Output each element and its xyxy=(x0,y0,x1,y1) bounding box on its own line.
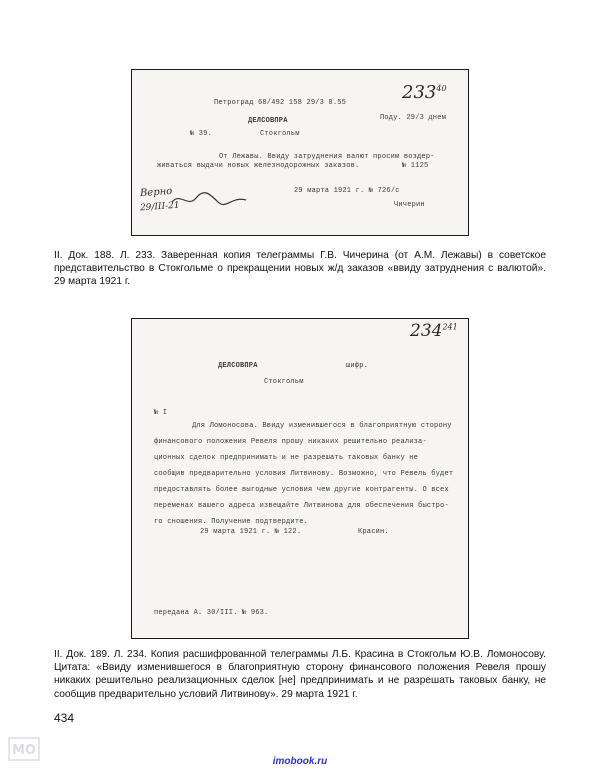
telegram-number: № I xyxy=(154,409,168,417)
telegram-number: № 39. xyxy=(190,130,213,138)
telegram-reference: № 1125 xyxy=(402,162,429,170)
telegram-header: Петроград 68/492 158 29/3 8.55 xyxy=(214,99,347,107)
telegram-signatory: Чичерин xyxy=(394,201,425,209)
handwritten-sheet-number: $234^{241}$ xyxy=(410,321,458,341)
telegram-cipher-mark: шифр. xyxy=(346,362,369,370)
caption-document-188: II. Док. 188. Л. 233. Заверенная копия телеграммы Г.В. Чичерина (от А.М. Лежавы) в советское представительство в Стокгольме о прекращении новых ж/д заказов «ввиду затруднения с валютой». 29 марта 1921 г. xyxy=(54,250,546,288)
telegram-body-line: живаться выдачи новых железнодорожных заказов. xyxy=(157,162,360,170)
telegram-received-stamp: Поду. 29/3 днем xyxy=(380,114,447,122)
telegram-body-line: ционных сделок предпринимать и не разрешать таковых банку не xyxy=(154,454,419,462)
telegram-body-line: го сношения. Получение подтвердите. xyxy=(154,518,309,526)
telegram-body-line: финансового положения Ревеля прошу никаких решительно реализа- xyxy=(154,438,427,446)
signature-scribble xyxy=(170,188,250,212)
handwritten-sheet-number: $233^{40}$ xyxy=(402,82,447,103)
footer-website-link[interactable]: imobook.ru xyxy=(272,756,328,767)
telegram-body-line: От Лежавы. Ввиду затруднения валют просим воздер- xyxy=(219,153,435,161)
telegram-body-line: предоставлять более выгодные условия чем другие контрагенты. О всех xyxy=(154,486,449,494)
archive-document-scan-1 xyxy=(131,69,469,236)
telegram-date-line: 29 марта 1921 г. № 726/с xyxy=(294,187,400,195)
telegram-recipient: ДЕЛСОВПРА xyxy=(218,362,258,370)
page-number: 434 xyxy=(54,711,75,725)
handwritten-date: 29/III-21 xyxy=(139,200,180,214)
telegram-city: Стокгольм xyxy=(260,130,300,138)
telegram-date-line: 29 марта 1921 г. № 122. xyxy=(200,528,302,536)
telegram-signatory: Красин. xyxy=(358,528,389,536)
telegram-transmission-note: передана А. 30/III. № 963. xyxy=(154,609,269,617)
telegram-body-line: Для Ломоносова. Ввиду изменившегося в благоприятную сторону xyxy=(192,422,452,430)
caption-document-189: II. Док. 189. Л. 234. Копия расшифрованной телеграммы Л.Б. Красина в Стокгольм Ю.В. Ломоносову. Цитата: «Ввиду изменившегося в благоприятную сторону финансового положения Ревеля прошу никаких решительно реализационных сделок [не] предпринимать и не разрешать таковых банку, не сообщив предварительно условий Литвинову». 29 марта 1921 г. xyxy=(54,649,546,700)
telegram-city: Стокгольм xyxy=(264,378,304,386)
handwritten-certification: Верно xyxy=(139,185,173,200)
archive-document-scan-2 xyxy=(131,318,469,639)
telegram-body-line: переменах вашего адреса извещайте Литвинова для обеспечения быстро- xyxy=(154,502,449,510)
svg-text:МО: МО xyxy=(12,743,36,758)
telegram-body-line: сообщив предварительно условия Литвинову. Возможно, что Ревель будет xyxy=(154,470,454,478)
telegram-recipient: ДЕЛСОВПРА xyxy=(248,117,288,125)
